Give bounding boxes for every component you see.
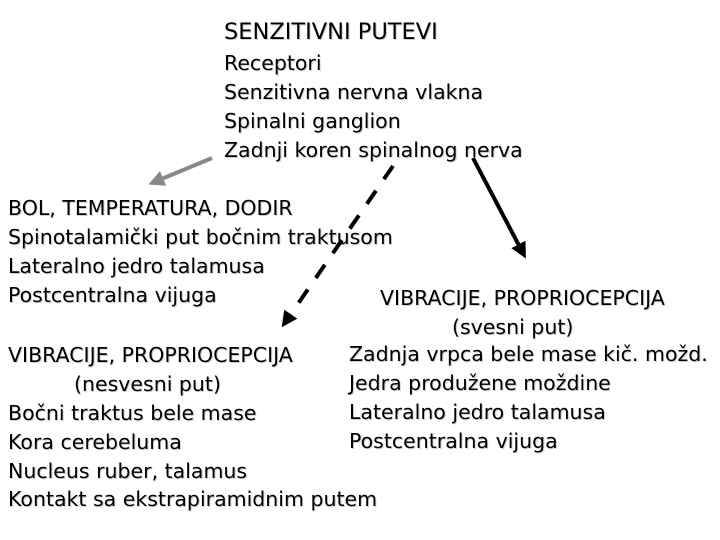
source-line: Senzitivna nervna vlakna — [224, 80, 484, 104]
dashed-arrow-line — [284, 166, 393, 324]
unconscious-pathway-heading: VIBRACIJE, PROPRIOCEPCIJA — [8, 343, 293, 367]
unconscious-pathway-line: Kontakt sa ekstrapiramidnim putem — [8, 487, 378, 511]
conscious-pathway-subheading: (svesni put) — [452, 315, 574, 339]
conscious-pathway-line: Lateralno jedro talamusa — [349, 400, 606, 424]
unconscious-pathway-subheading: (nesvesni put) — [74, 372, 221, 396]
source-line: Zadnji koren spinalnog nerva — [224, 138, 523, 162]
conscious-pathway-line: Zadnja vrpca bele mase kič. možd. — [349, 342, 708, 366]
conscious-pathway-line: Jedra produžene moždine — [349, 371, 611, 395]
pain-pathway-heading: BOL, TEMPERATURA, DODIR — [8, 196, 293, 220]
arrow-to-pain-pathway — [152, 158, 212, 183]
unconscious-pathway-line: Nucleus ruber, talamus — [8, 459, 248, 483]
diagram-title: SENZITIVNI PUTEVI — [224, 19, 438, 45]
gray-arrow-line — [152, 158, 212, 183]
source-line: Receptori — [224, 51, 322, 75]
black-arrow-line — [473, 158, 524, 255]
unconscious-pathway-line: Bočni traktus bele mase — [8, 401, 257, 425]
arrow-to-unconscious-pathway — [284, 166, 393, 324]
source-line: Spinalni ganglion — [224, 109, 401, 133]
unconscious-pathway-line: Kora cerebeluma — [8, 430, 182, 454]
pain-pathway-line: Spinotalamički put bočnim traktusom — [8, 225, 393, 249]
pain-pathway-line: Lateralno jedro talamusa — [8, 254, 265, 278]
arrow-to-conscious-pathway — [473, 158, 524, 255]
conscious-pathway-line: Postcentralna vijuga — [349, 429, 558, 453]
conscious-pathway-heading: VIBRACIJE, PROPRIOCEPCIJA — [380, 286, 665, 310]
pain-pathway-line: Postcentralna vijuga — [8, 283, 217, 307]
